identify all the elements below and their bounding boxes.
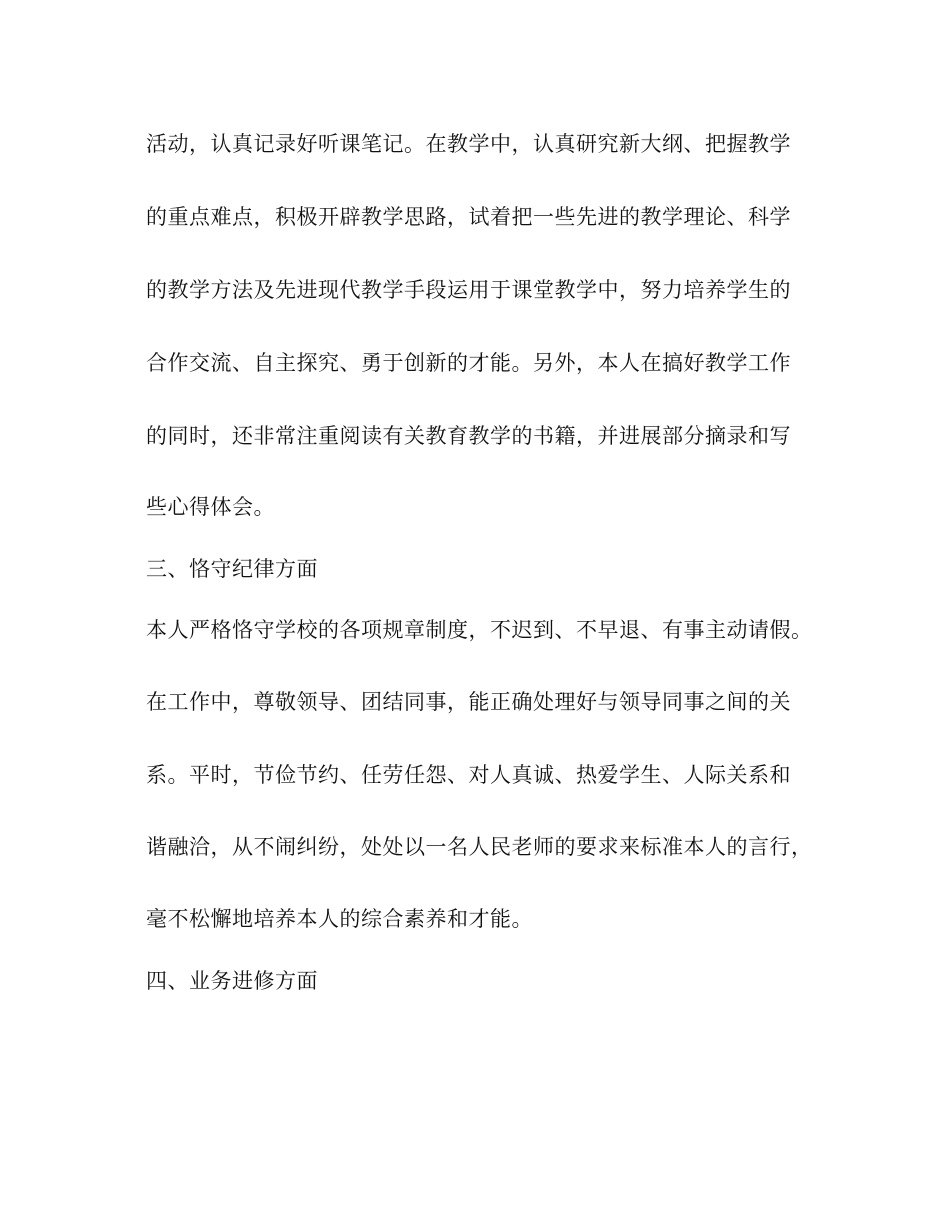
paragraph-line: 谐融洽，从不闹纠纷，处处以一名人民老师的要求来标准本人的言行， (146, 835, 813, 859)
paragraph-line: 本人严格恪守学校的各项规章制度，不迟到、不早退、有事主动请假。 (146, 618, 813, 642)
section-heading: 四、业务进修方面 (146, 969, 318, 993)
paragraph-line: 在工作中，尊敬领导、团结同事，能正确处理好与领导同事之间的关 (146, 690, 791, 714)
paragraph-line: 合作交流、自主探究、勇于创新的才能。另外，本人在搞好教学工作 (146, 351, 791, 375)
paragraph-line: 些心得体会。 (146, 495, 275, 519)
paragraph-line: 系。平时，节俭节约、任劳任怨、对人真诚、热爱学生、人际关系和 (146, 763, 791, 787)
paragraph-line: 的重点难点，积极开辟教学思路，试着把一些先进的教学理论、科学 (146, 205, 791, 229)
paragraph-line: 的教学方法及先进现代教学手段运用于课堂教学中，努力培养学生的 (146, 278, 791, 302)
section-heading: 三、恪守纪律方面 (146, 557, 318, 581)
paragraph-line: 毫不松懈地培养本人的综合素养和才能。 (146, 907, 533, 931)
paragraph-line: 的同时，还非常注重阅读有关教育教学的书籍，并进展部分摘录和写 (146, 424, 791, 448)
paragraph-line: 活动，认真记录好听课笔记。在教学中，认真研究新大纲、把握教学 (146, 132, 791, 156)
